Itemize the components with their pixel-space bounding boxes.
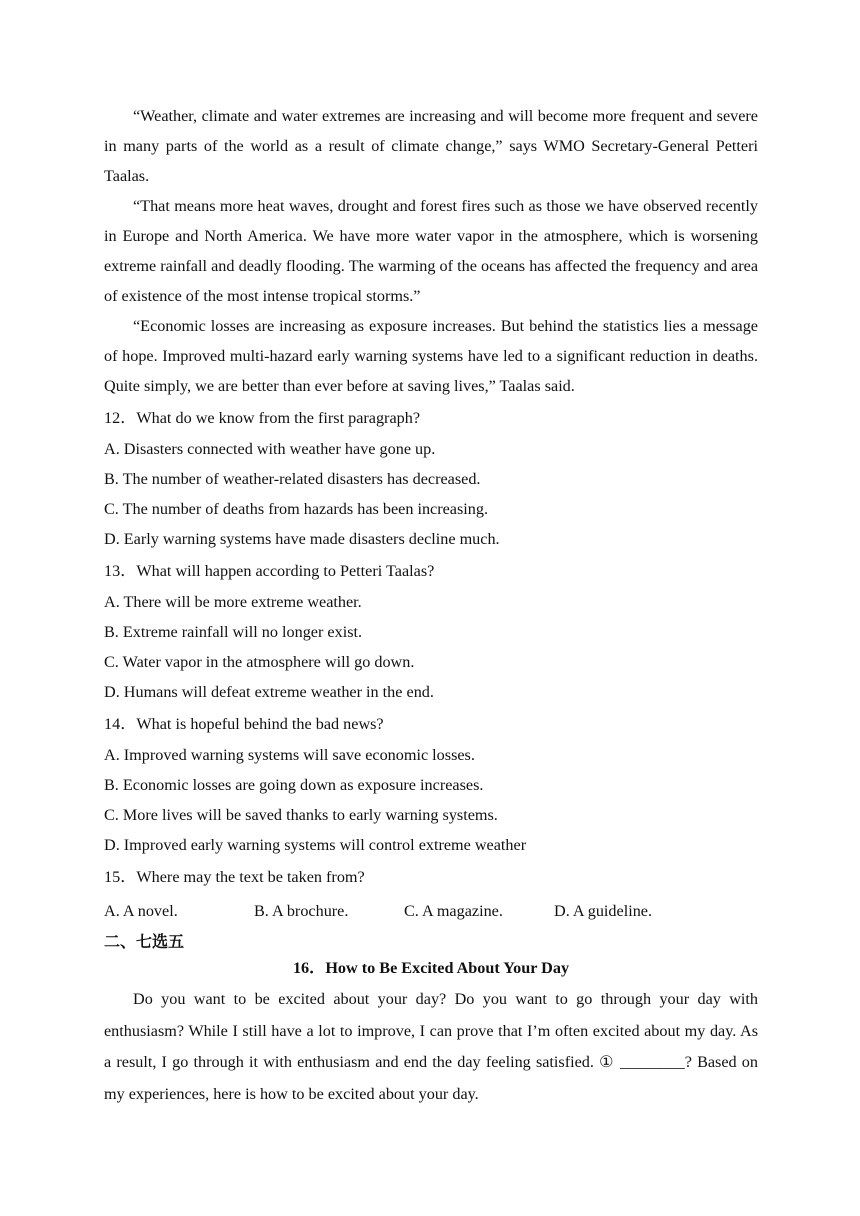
option-d: D. Early warning systems have made disasters decline much.	[104, 530, 500, 548]
question-14	[104, 707, 758, 860]
option-d: D. A guideline.	[554, 902, 653, 920]
option-d: D. Humans will defeat extreme weather in the end.	[104, 683, 434, 701]
question-number: 14．	[104, 715, 137, 733]
question-number: 13．	[104, 562, 137, 580]
option-c: C. Water vapor in the atmosphere will go down.	[104, 653, 415, 671]
option-c: C. More lives will be saved thanks to early warning systems.	[104, 806, 498, 824]
options-row	[104, 893, 758, 926]
document-page	[104, 101, 758, 1110]
question-stem	[104, 860, 758, 893]
option-b: B. The number of weather-related disasters has decreased.	[104, 470, 481, 488]
question-12	[104, 401, 758, 554]
question-stem	[104, 554, 758, 587]
article-body: Do you want to be excited about your day? Do you want to go through your day with enthusiasm? While I still have a lot to improve, I can prove that I’m often excited about my day. As a result, I go through it with enthusiasm and end the day feeling satisfied. ① ________? Based on my experiences, here is how to be excited about your day.	[104, 990, 758, 1103]
question-text: What is hopeful behind the bad news?	[136, 715, 384, 733]
question-13	[104, 554, 758, 707]
option-b: B. Extreme rainfall will no longer exist.	[104, 623, 363, 641]
option-b: B. A brochure.	[254, 902, 349, 920]
passage-paragraph-3: “Economic losses are increasing as exposure increases. But behind the statistics lies a message of hope. Improved multi-hazard early warning systems have led to a significant reduction in deaths. Quite simply, we are better than ever before at saving lives,” Taalas said.	[104, 317, 758, 395]
section-heading: 二、七选五	[104, 932, 185, 951]
option-a: A. A novel.	[104, 902, 178, 920]
question-number: 15．	[104, 868, 137, 886]
question-text: Where may the text be taken from?	[136, 868, 365, 886]
question-text: What do we know from the first paragraph?	[136, 409, 421, 427]
question-stem	[104, 401, 758, 434]
article-title: 16．How to Be Excited About Your Day	[292, 959, 570, 977]
option-b: B. Economic losses are going down as exposure increases.	[104, 776, 484, 794]
option-c: C. A magazine.	[404, 902, 503, 920]
question-stem	[104, 707, 758, 740]
option-a: A. There will be more extreme weather.	[104, 593, 362, 611]
question-number: 12．	[104, 409, 137, 427]
passage-paragraph-2: “That means more heat waves, drought and forest fires such as those we have observed recently in Europe and North America. We have more water vapor in the atmosphere, which is worsening extreme rainfall and deadly flooding. The warming of the oceans has affected the frequency and area of existence of the most intense tropical storms.”	[104, 197, 758, 305]
passage-paragraph-1: “Weather, climate and water extremes are increasing and will become more frequent and severe in many parts of the world as a result of climate change,” says WMO Secretary-General Petteri Taalas.	[104, 107, 758, 185]
option-a: A. Disasters connected with weather have gone up.	[104, 440, 436, 458]
option-c: C. The number of deaths from hazards has been increasing.	[104, 500, 489, 518]
question-text: What will happen according to Petteri Taalas?	[136, 562, 435, 580]
option-d: D. Improved early warning systems will control extreme weather	[104, 836, 527, 854]
option-a: A. Improved warning systems will save economic losses.	[104, 746, 475, 764]
question-15	[104, 860, 758, 926]
